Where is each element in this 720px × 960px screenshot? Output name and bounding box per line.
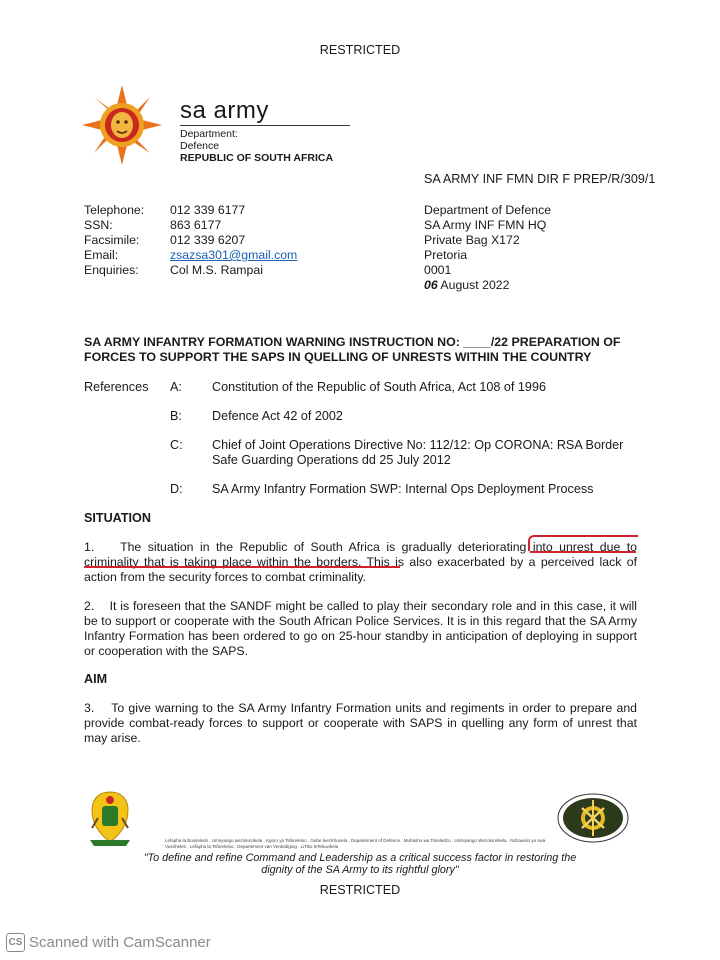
contact-label: Facsimile: <box>84 233 140 247</box>
brand-title <box>180 97 269 125</box>
contact-row <box>84 203 297 218</box>
contact-value: 863 6177 <box>170 218 222 232</box>
reference-text: Constitution of the Republic of South Africa, Act 108 of 1996 <box>212 380 546 394</box>
annotation-underline <box>530 551 636 553</box>
scanner-watermark <box>6 933 211 952</box>
reference-text: Defence Act 42 of 2002 <box>212 409 343 423</box>
section-title-situation: SITUATION <box>84 511 151 525</box>
brand-name: sa army <box>180 97 269 124</box>
reference-number: SA ARMY INF FMN DIR F PREP/R/309/1 <box>424 172 656 186</box>
infantry-formation-badge <box>556 792 630 844</box>
brand-divider <box>180 125 350 126</box>
paragraph-1: 1. The situation in the Republic of South Africa is gradually deteriorating into unrest due to criminality that is taking place within the borders. This is also exacerbated by a perceived lack of action from the security forces to combat criminality. <box>84 540 637 584</box>
date-day: 06 <box>424 278 438 292</box>
reference-letter: B: <box>170 409 182 423</box>
sa-army-emblem <box>82 85 162 165</box>
reference-text: SA Army Infantry Formation SWP: Internal Ops Deployment Process <box>212 482 594 496</box>
contact-value: Col M.S. Rampai <box>170 263 263 277</box>
brand-line-defence: Defence <box>180 140 220 152</box>
document-heading: SA ARMY INFANTRY FORMATION WARNING INSTRUCTION NO: ____/22 PREPARATION OF FORCES TO SUPPORT THE SAPS IN QUELLING OF UNRESTS WITHIN THE COUNTRY <box>84 335 621 364</box>
brand-line-department: Department: <box>180 128 238 140</box>
classification-footer: RESTRICTED <box>319 883 401 897</box>
address-block <box>424 203 551 293</box>
address-line: 0001 <box>424 263 452 277</box>
contact-value: 012 339 6177 <box>170 203 246 217</box>
annotation-bracket <box>528 535 638 551</box>
motto-line: dignity of the SA Army to its rightful glory" <box>261 864 459 876</box>
motto-line: "To define and refine Command and Leadership as a critical success factor in restoring the <box>143 852 577 864</box>
section-title-aim: AIM <box>84 672 108 686</box>
scanner-text: Scanned with CamScanner <box>29 934 211 951</box>
contact-row <box>84 233 297 248</box>
coat-of-arms-emblem <box>84 788 136 852</box>
brand-line-country: REPUBLIC OF SOUTH AFRICA <box>180 152 334 164</box>
contact-value: 012 339 6207 <box>170 233 246 247</box>
contact-row <box>84 218 297 233</box>
contact-label: Telephone: <box>84 203 145 217</box>
contact-label: SSN: <box>84 218 113 232</box>
reference-letter: A: <box>170 380 182 394</box>
reference-letter: D: <box>170 482 183 496</box>
annotation-underline <box>84 566 400 568</box>
date-month-year: August 2022 <box>437 278 510 292</box>
contact-row <box>84 263 297 278</box>
contact-block <box>84 203 297 278</box>
letter-date <box>424 278 551 293</box>
references-label: References <box>84 380 149 394</box>
contact-row <box>84 248 297 263</box>
footer-language-line: Lefapha la Bosireletsi . Umnyango wezokuVikela . Kgoro ya Tshireletso . Gebe leezKhusela . Departement of Defence . Muhasho wa Tsireledzo . UmNyango WezokuVikela . Ndzawulo ya swa Vusirheleri . Lefapha la Tshireletso . Departement van Verdediging . LiTiko leTekuvikela <box>165 838 546 849</box>
contact-label: Email: <box>84 248 119 262</box>
contact-label: Enquiries: <box>84 263 139 277</box>
classification-header: RESTRICTED <box>319 43 401 57</box>
address-line: SA Army INF FMN HQ <box>424 218 547 232</box>
footer-motto <box>110 852 610 876</box>
reference-letter: C: <box>170 438 183 452</box>
paragraph-3: 3. To give warning to the SA Army Infantry Formation units and regiments in order to prepare and provide combat-ready forces to support or cooperate with SAPS in quelling any form of unrest that may arise. <box>84 701 637 745</box>
paragraph-2: 2. It is foreseen that the SANDF might be called to play their secondary role and in this case, it will be to support or cooperate with the South African Police Services. It is in this regard that the SA Army Infantry Formation has been ordered to go on 25-hour standby in anticipation of deploying in support or cooperation with the SAPS. <box>84 599 637 658</box>
address-line: Private Bag X172 <box>424 233 520 247</box>
address-line: Pretoria <box>424 248 468 262</box>
address-line: Department of Defence <box>424 203 552 217</box>
reference-text: Chief of Joint Operations Directive No: 112/12: Op CORONA: RSA Border Safe Guarding Operations dd 25 July 2012 <box>212 438 624 467</box>
brand-subtitle <box>180 128 333 164</box>
camscanner-icon: CS <box>6 933 25 952</box>
email-link[interactable]: zsazsa301@gmail.com <box>170 248 298 262</box>
